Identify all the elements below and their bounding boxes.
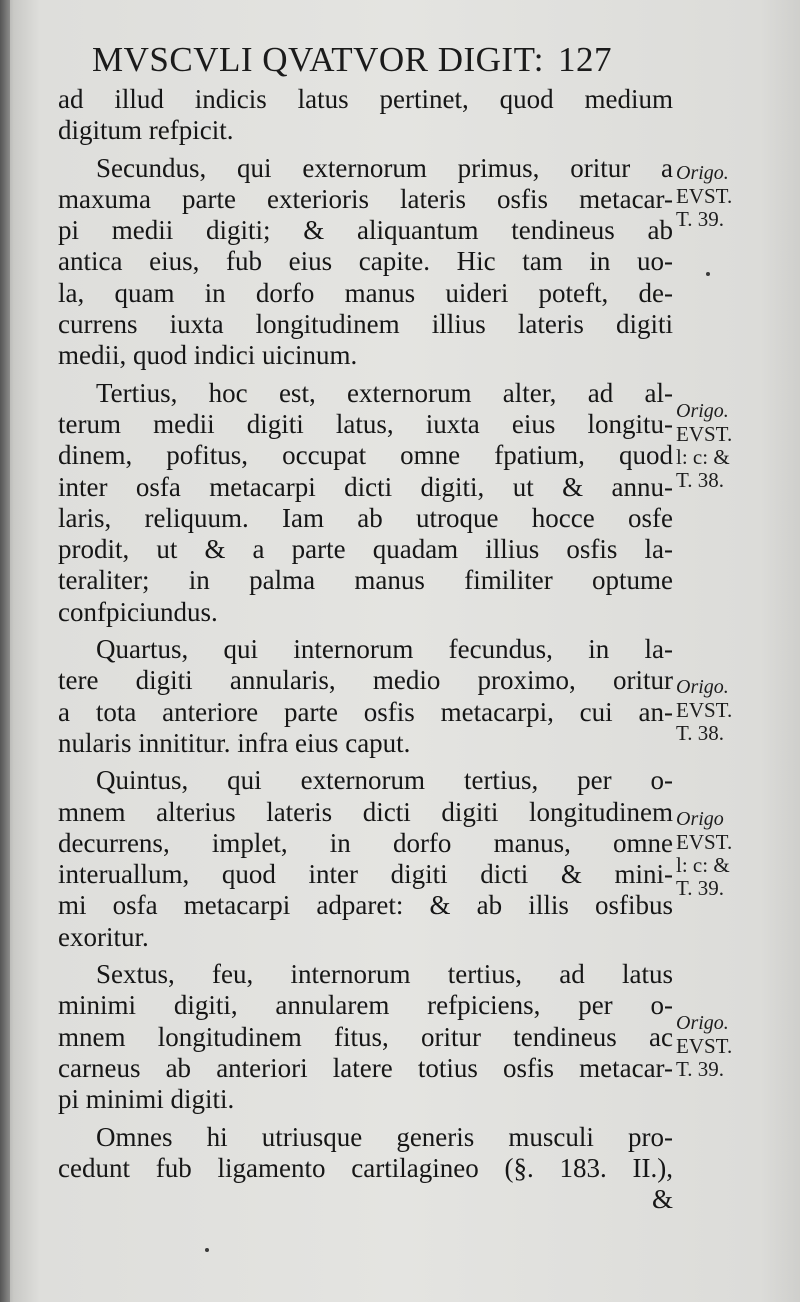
margin-note	[676, 808, 776, 900]
text-line: Quintus, qui externorum tertius, per o-	[96, 765, 673, 796]
text-line: medii, quod indici uicinum.	[58, 340, 358, 371]
text-line: Tertius, hoc est, externorum alter, ad al-	[96, 377, 673, 408]
text-line: cedunt fub ligamento cartilagineo (§. 183. II.),	[58, 1152, 673, 1183]
paragraph	[58, 765, 673, 953]
margin-note-line: Origo	[676, 808, 724, 830]
margin-note	[676, 1012, 776, 1081]
margin-note-line: T. 39.	[676, 1057, 725, 1081]
margin-note-line: Origo.	[676, 676, 729, 698]
paragraph	[58, 153, 673, 372]
text-line: antica eius, fub eius capite. Hic tam in uo-	[58, 246, 673, 277]
text-line: pi medii digiti; & aliquantum tendineus ab	[58, 215, 673, 246]
text-line: inter osfa metacarpi dicti digiti, ut & annu-	[58, 471, 673, 502]
text-line: mi osfa metacarpi adparet: & ab illis osfibus	[58, 890, 673, 921]
margin-note-line: Origo.	[676, 1012, 729, 1034]
margin-note	[676, 400, 776, 492]
text-line: ad illud indicis latus pertinet, quod medium	[58, 84, 673, 114]
paragraph	[58, 378, 673, 628]
text-line: nularis innititur. infra eius caput.	[58, 727, 411, 758]
margin-note	[676, 162, 776, 231]
text-line: currens iuxta longitudinem illius lateris digiti	[58, 309, 673, 340]
text-line: a tota anteriore parte osfis metacarpi, cui an-	[58, 696, 673, 727]
text-line: carneus ab anteriori latere totius osfis metacar-	[58, 1052, 673, 1083]
margin-note-line: T. 39.	[676, 876, 725, 900]
margin-note-line: EVST.	[676, 1034, 733, 1058]
text-line: terum medii digiti latus, iuxta eius longitu-	[58, 408, 673, 439]
body-text	[58, 84, 673, 1221]
paragraph	[58, 959, 673, 1115]
running-header	[92, 40, 692, 80]
text-line: prodit, ut & a parte quadam illius osfis la-	[58, 534, 673, 565]
text-line: digitum refpicit.	[58, 115, 234, 146]
margin-note-line: l: c: &	[676, 853, 730, 877]
text-line: mnem alterius lateris dicti digiti longitudinem	[58, 796, 673, 827]
text-line: Quartus, qui internorum fecundus, in la-	[96, 634, 673, 665]
paragraph	[58, 1122, 673, 1216]
ink-speck	[706, 272, 710, 276]
margin-note-line: T. 38.	[676, 468, 725, 492]
margin-note-line: l: c: &	[676, 445, 730, 469]
text-line: Secundus, qui externorum primus, oritur a	[96, 152, 673, 183]
margin-note-line: Origo.	[676, 400, 729, 422]
text-line: minimi digiti, annularem refpiciens, per o-	[58, 990, 673, 1021]
text-line: teraliter; in palma manus fimiliter optume	[58, 565, 673, 596]
text-line: interuallum, quod inter digiti dicti & mini-	[58, 859, 673, 890]
paragraph	[58, 84, 673, 147]
text-line: dinem, pofitus, occupat omne fpatium, quod	[58, 440, 673, 471]
text-line: confpiciundus.	[58, 596, 218, 627]
margin-note-line: EVST.	[676, 422, 733, 446]
ink-speck	[205, 1248, 209, 1252]
margin-note-line: Origo.	[676, 162, 729, 184]
text-line: pi minimi digiti.	[58, 1084, 235, 1115]
margin-note-line: T. 38.	[676, 721, 725, 745]
catchword: &	[651, 1184, 673, 1215]
page-gutter-shadow	[0, 0, 10, 1302]
text-line: Omnes hi utriusque generis musculi pro-	[96, 1121, 673, 1152]
text-line: exoritur.	[58, 921, 149, 952]
margin-note-line: EVST.	[676, 830, 733, 854]
text-line: tere digiti annularis, medio proximo, oritur	[58, 665, 673, 696]
page-number: 127	[557, 40, 612, 79]
running-title: MVSCVLI QVATVOR DIGIT:	[92, 40, 544, 79]
text-line: la, quam in dorfo manus uideri poteft, de-	[58, 277, 673, 308]
margin-note-line: T. 39.	[676, 207, 725, 231]
margin-note-line: EVST.	[676, 698, 733, 722]
margin-note-line: EVST.	[676, 184, 733, 208]
paragraph	[58, 634, 673, 759]
text-line: mnem longitudinem fitus, oritur tendineus ac	[58, 1021, 673, 1052]
text-line: decurrens, implet, in dorfo manus, omne	[58, 827, 673, 858]
margin-note	[676, 676, 776, 745]
text-line: maxuma parte exterioris lateris osfis metacar-	[58, 183, 673, 214]
text-line: laris, reliquum. Iam ab utroque hocce osfe	[58, 502, 673, 533]
text-line: Sextus, feu, internorum tertius, ad latus	[96, 959, 673, 990]
